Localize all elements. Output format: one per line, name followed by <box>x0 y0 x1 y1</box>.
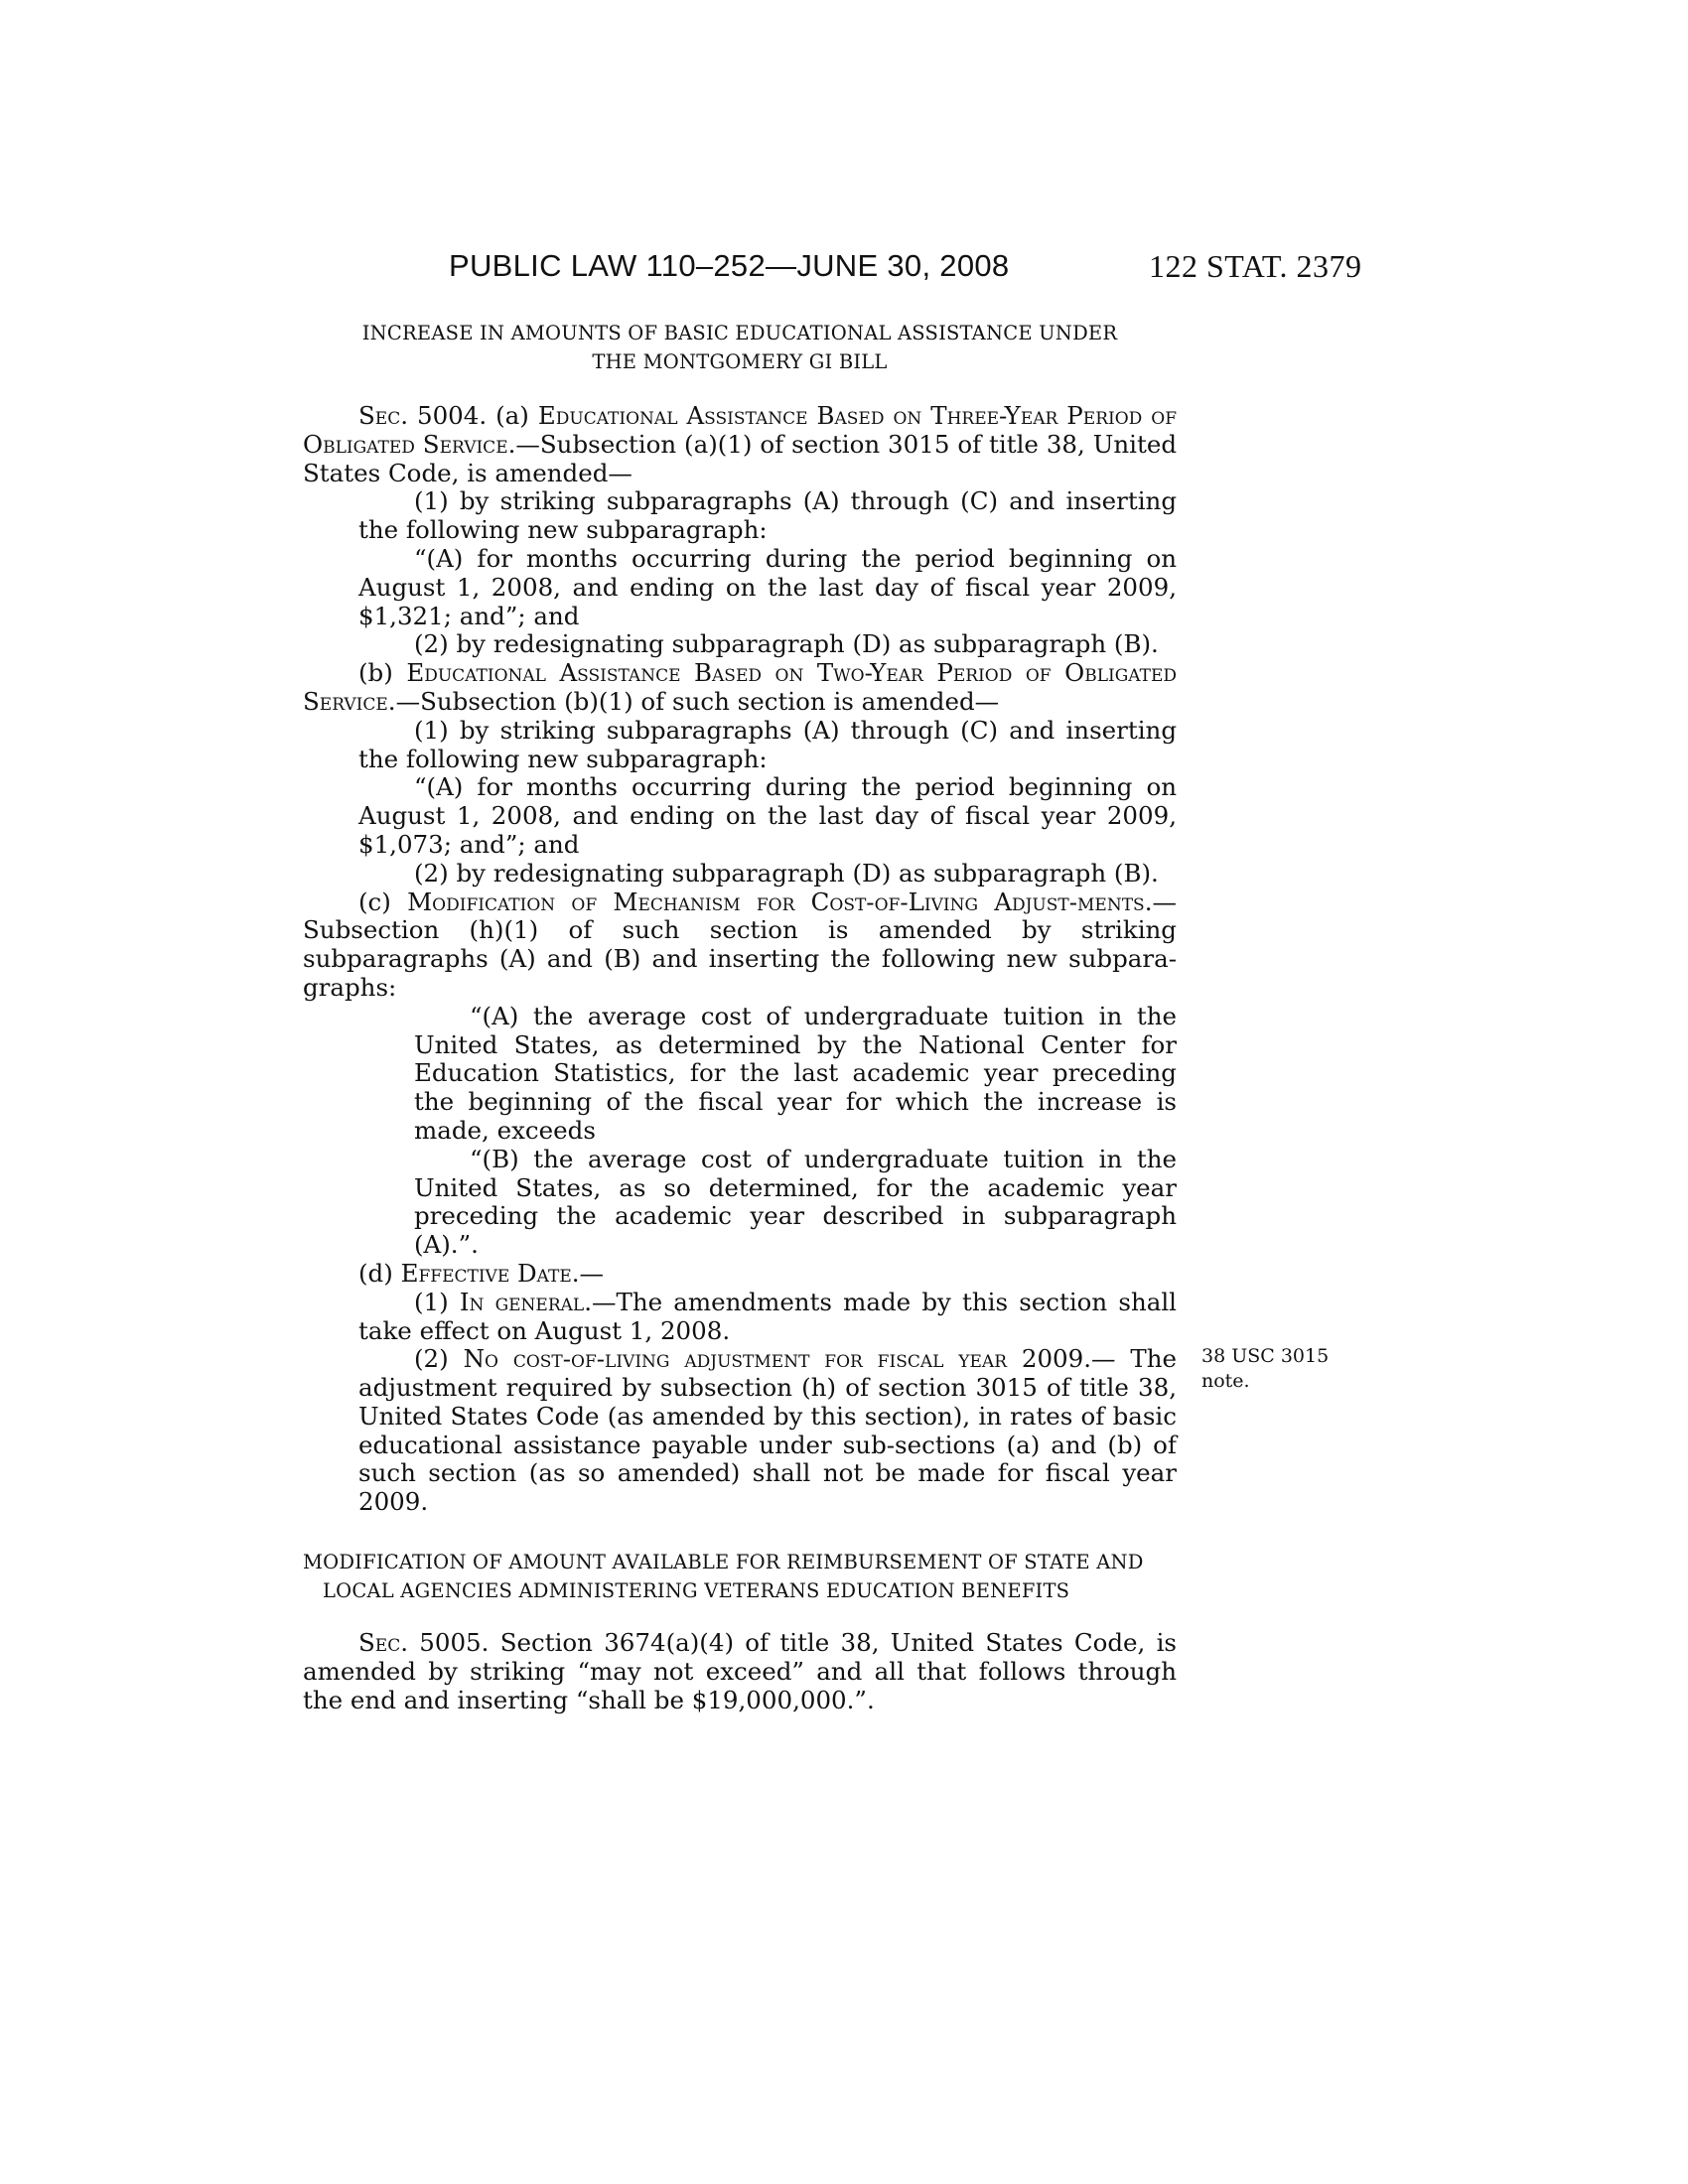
subsection-b-text: .—Subsection (b)(1) of such section is amended— <box>387 686 1000 716</box>
section-5004-heading <box>303 320 1177 376</box>
section-5005-body: 5005. Section 3674(a)(4) of title 38, United States Code, is amended by striking “may not exceed” and all that follows through the end and inserting “shall be $19,000,000.”. <box>303 1628 1177 1714</box>
section-5004-heading-line2: THE MONTGOMERY GI BILL <box>592 349 888 373</box>
section-5005-text <box>303 1629 1177 1714</box>
subsection-b <box>303 659 1177 717</box>
subsection-c-intro: (c) <box>358 887 408 916</box>
margin-note-line2: note. <box>1201 1370 1250 1392</box>
subsection-d-dash: .— <box>571 1258 605 1288</box>
subsection-a-text: .—Subsection (a)(1) of section 3015 of title 38, United States Code, is amended— <box>303 429 1177 487</box>
subsection-a-paragraph-2: (2) by redesignating subparagraph (D) as subparagraph (B). <box>414 629 1159 659</box>
subsection-a-quote: “(A) for months occurring during the period beginning on August 1, 2008, and ending on the last day of fiscal year 2009, $1,321; and”; and <box>358 543 1177 630</box>
margin-note-line1: 38 USC 3015 <box>1201 1345 1330 1367</box>
subsection-d-1-caption: In general <box>459 1287 585 1316</box>
subsection-d <box>303 1260 1177 1289</box>
page-header-law: PUBLIC LAW 110–252—JUNE 30, 2008 <box>449 248 1010 283</box>
subsection-d-1-text: .—The amendments made by this section shall take effect on August 1, 2008. <box>358 1287 1177 1345</box>
subsection-d-paragraph-2 <box>358 1345 1177 1517</box>
subsection-a-paragraph-1: (1) by striking subparagraphs (A) through (C) and inserting the following new subparagraph: <box>358 486 1177 545</box>
section-5004-heading-line1: INCREASE IN AMOUNTS OF BASIC EDUCATIONAL ASSISTANCE UNDER <box>361 322 1118 344</box>
subsection-c <box>303 888 1177 1003</box>
section-gap <box>303 1517 1177 1549</box>
subsection-d-2-caption: No cost-of-living adjustment for fiscal year 2009 <box>463 1344 1084 1374</box>
subsection-b-paragraph-2: (2) by redesignating subparagraph (D) as subparagraph (B). <box>414 858 1159 887</box>
subsection-b-paragraph-1: (1) by striking subparagraphs (A) through (C) and inserting the following new subparagraph: <box>358 715 1177 773</box>
subsection-d-1-label: (1) <box>414 1287 460 1316</box>
sec-label: Sec. <box>358 401 408 430</box>
subsection-b-intro: (b) <box>358 658 407 688</box>
subsection-d-paragraph-1 <box>358 1289 1177 1346</box>
subsection-d-intro: (d) <box>358 1258 401 1288</box>
subsection-c-quote-a: “(A) the average cost of undergraduate tuition in the United States, as determined by the National Center for Education Statistics, for the last academic year preceding the beginning of the fiscal year for which the increase is made, exceeds <box>414 1001 1177 1145</box>
page-header-stat: 122 STAT. 2379 <box>1149 248 1362 284</box>
section-5005-heading: MODIFICATION OF AMOUNT AVAILABLE FOR REIMBURSEMENT OF STATE AND LOCAL AGENCIES ADMINISTERING VETERANS EDUCATION BENEFITS <box>303 1551 1144 1602</box>
subsection-a-intro: 5004. (a) <box>408 401 538 430</box>
sec-label-5005: Sec. <box>358 1628 408 1658</box>
subsection-c-text: .—Subsection (h)(1) of such section is amended by striking subparagraphs (A) and (B) and inserting the following new subpara-graphs: <box>303 887 1177 1002</box>
subsection-a <box>303 402 1177 487</box>
document-body <box>303 320 1177 1714</box>
subsection-d-caption: Effective Date <box>400 1258 572 1288</box>
subsection-c-caption: Modification of Mechanism for Cost-of-Living Adjust-ments <box>407 887 1145 916</box>
subsection-d-2-text: .— The adjustment required by subsection (h) of section 3015 of title 38, United States Code (as amended by this section), in rates of basic educational assistance payable under sub-sections (a) and (b) of such section (as so amended) shall not be made for fiscal year 2009. <box>358 1344 1177 1517</box>
subsection-a-caption: Educational Assistance Based on Three-Year Period of Obligated Service <box>303 401 1177 459</box>
subsection-d-2-label: (2) <box>414 1344 464 1374</box>
subsection-b-quote: “(A) for months occurring during the period beginning on August 1, 2008, and ending on the last day of fiscal year 2009, $1,073; and”; and <box>358 772 1177 859</box>
subsection-c-quote-b: “(B) the average cost of undergraduate tuition in the United States, as so determined, for the academic year preceding the academic year described in subparagraph (A).”. <box>414 1144 1177 1260</box>
subsection-b-caption: Educational Assistance Based on Two-Year Period of Obligated Service <box>303 658 1177 716</box>
margin-note <box>1201 1344 1329 1394</box>
